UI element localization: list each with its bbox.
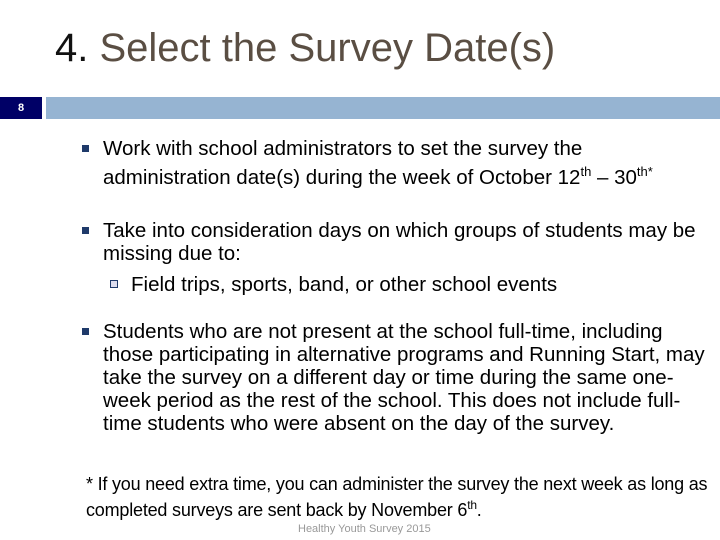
sub-bullet bbox=[110, 273, 557, 296]
bullet-sup: th bbox=[580, 164, 592, 179]
square-bullet-icon bbox=[82, 145, 89, 152]
bullet-text: Take into consideration days on which groups of students may be missing due to: bbox=[103, 219, 696, 265]
bullet-3 bbox=[82, 320, 712, 435]
slide-number: 8 bbox=[0, 97, 42, 119]
footnote-text: * If you need extra time, you can administer the survey the next week as long as completed surveys are sent back by November 6 bbox=[86, 474, 708, 520]
bullet-sup: th* bbox=[636, 164, 653, 179]
title-text: Select the Survey Date(s) bbox=[99, 26, 556, 70]
slide-title bbox=[55, 26, 555, 71]
sub-bullet-text: Field trips, sports, band, or other school events bbox=[131, 273, 558, 296]
footnote bbox=[86, 474, 718, 521]
square-bullet-icon bbox=[82, 328, 89, 335]
bullet-2 bbox=[82, 219, 712, 265]
checkbox-bullet-icon bbox=[110, 280, 118, 288]
title-number: 4. bbox=[55, 26, 89, 70]
bullet-text: – 30 bbox=[591, 165, 637, 189]
bullet-text: Students who are not present at the school full-time, including those participating in alternative programs and Running Start, may take the survey on a different day or time during the same one-week period as the rest of the school. This does not include full-time students who were absent on the day of the survey. bbox=[103, 320, 705, 435]
bullet-text: Work with school administrators to set the survey the administration date(s) during the week of October 12 bbox=[103, 137, 583, 189]
footnote-end: . bbox=[476, 500, 482, 520]
square-bullet-icon bbox=[82, 227, 89, 234]
accent-bar bbox=[46, 97, 720, 119]
footnote-sup: th bbox=[467, 498, 477, 512]
bullet-1 bbox=[82, 137, 712, 189]
footer-text: Healthy Youth Survey 2015 bbox=[298, 523, 431, 535]
